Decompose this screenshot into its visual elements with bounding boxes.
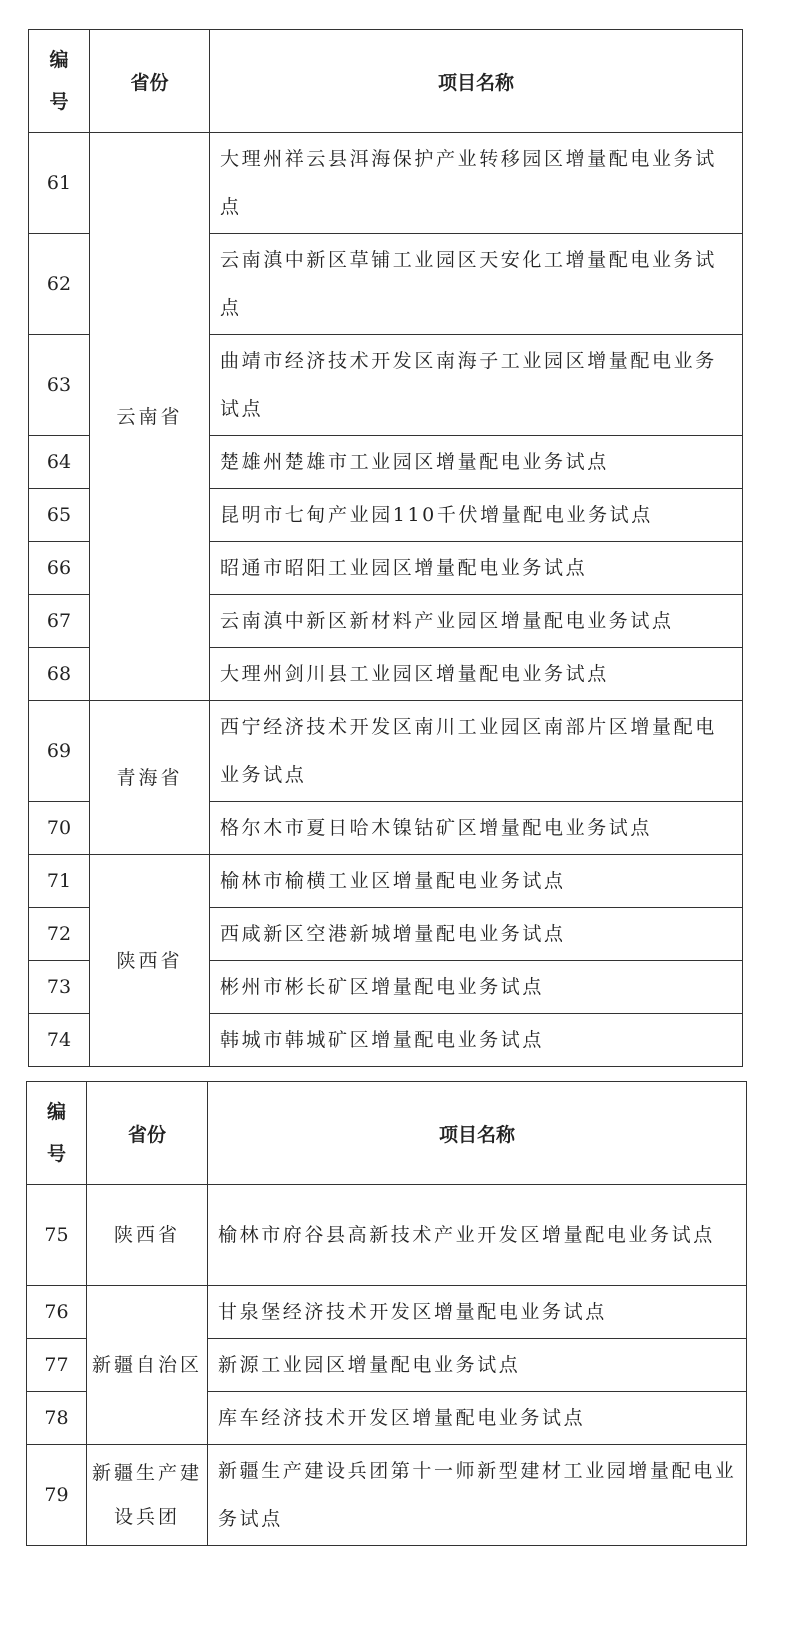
project-name: 昆明市七甸产业园110千伏增量配电业务试点	[210, 489, 743, 542]
project-name: 榆林市榆横工业区增量配电业务试点	[210, 855, 743, 908]
province-cell: 青海省	[90, 701, 210, 855]
header-project-name: 项目名称	[208, 1082, 747, 1185]
row-number: 77	[27, 1339, 87, 1392]
table-header-row	[29, 30, 743, 133]
table-row	[29, 133, 743, 234]
project-name: 曲靖市经济技术开发区南海子工业园区增量配电业务试点	[210, 335, 743, 436]
row-number: 72	[29, 908, 90, 961]
table-row	[27, 1445, 747, 1546]
table-row	[27, 1185, 747, 1286]
row-number: 75	[27, 1185, 87, 1286]
project-name: 昭通市昭阳工业园区增量配电业务试点	[210, 542, 743, 595]
row-number: 78	[27, 1392, 87, 1445]
table-row	[29, 701, 743, 802]
row-number: 65	[29, 489, 90, 542]
project-name: 榆林市府谷县高新技术产业开发区增量配电业务试点	[208, 1185, 747, 1286]
row-number: 73	[29, 961, 90, 1014]
project-name: 新疆生产建设兵团第十一师新型建材工业园增量配电业务试点	[208, 1445, 747, 1546]
row-number: 64	[29, 436, 90, 489]
table-row	[27, 1286, 747, 1339]
province-cell: 新疆生产建设兵团	[87, 1445, 208, 1546]
row-number: 68	[29, 648, 90, 701]
row-number: 69	[29, 701, 90, 802]
row-number: 76	[27, 1286, 87, 1339]
row-number: 66	[29, 542, 90, 595]
row-number: 70	[29, 802, 90, 855]
row-number: 74	[29, 1014, 90, 1067]
project-name: 楚雄州楚雄市工业园区增量配电业务试点	[210, 436, 743, 489]
project-name: 韩城市韩城矿区增量配电业务试点	[210, 1014, 743, 1067]
header-province: 省份	[87, 1082, 208, 1185]
header-project-name: 项目名称	[210, 30, 743, 133]
table-header-row	[27, 1082, 747, 1185]
row-number: 79	[27, 1445, 87, 1546]
row-number: 71	[29, 855, 90, 908]
project-name: 库车经济技术开发区增量配电业务试点	[208, 1392, 747, 1445]
project-name: 大理州祥云县洱海保护产业转移园区增量配电业务试点	[210, 133, 743, 234]
project-name: 甘泉堡经济技术开发区增量配电业务试点	[208, 1286, 747, 1339]
project-table-2	[26, 1081, 747, 1546]
project-table-1	[28, 29, 743, 1067]
province-cell: 云南省	[90, 133, 210, 701]
province-cell: 陕西省	[90, 855, 210, 1067]
header-province: 省份	[90, 30, 210, 133]
project-name: 大理州剑川县工业园区增量配电业务试点	[210, 648, 743, 701]
province-cell: 陕西省	[87, 1185, 208, 1286]
province-cell: 新疆自治区	[87, 1286, 208, 1445]
header-number: 编 号	[29, 30, 90, 133]
project-name: 西宁经济技术开发区南川工业园区南部片区增量配电业务试点	[210, 701, 743, 802]
row-number: 62	[29, 234, 90, 335]
row-number: 67	[29, 595, 90, 648]
table-row	[29, 855, 743, 908]
project-name: 西咸新区空港新城增量配电业务试点	[210, 908, 743, 961]
header-number: 编 号	[27, 1082, 87, 1185]
project-name: 新源工业园区增量配电业务试点	[208, 1339, 747, 1392]
row-number: 61	[29, 133, 90, 234]
project-name: 格尔木市夏日哈木镍钴矿区增量配电业务试点	[210, 802, 743, 855]
row-number: 63	[29, 335, 90, 436]
project-name: 彬州市彬长矿区增量配电业务试点	[210, 961, 743, 1014]
project-name: 云南滇中新区新材料产业园区增量配电业务试点	[210, 595, 743, 648]
project-name: 云南滇中新区草铺工业园区天安化工增量配电业务试点	[210, 234, 743, 335]
